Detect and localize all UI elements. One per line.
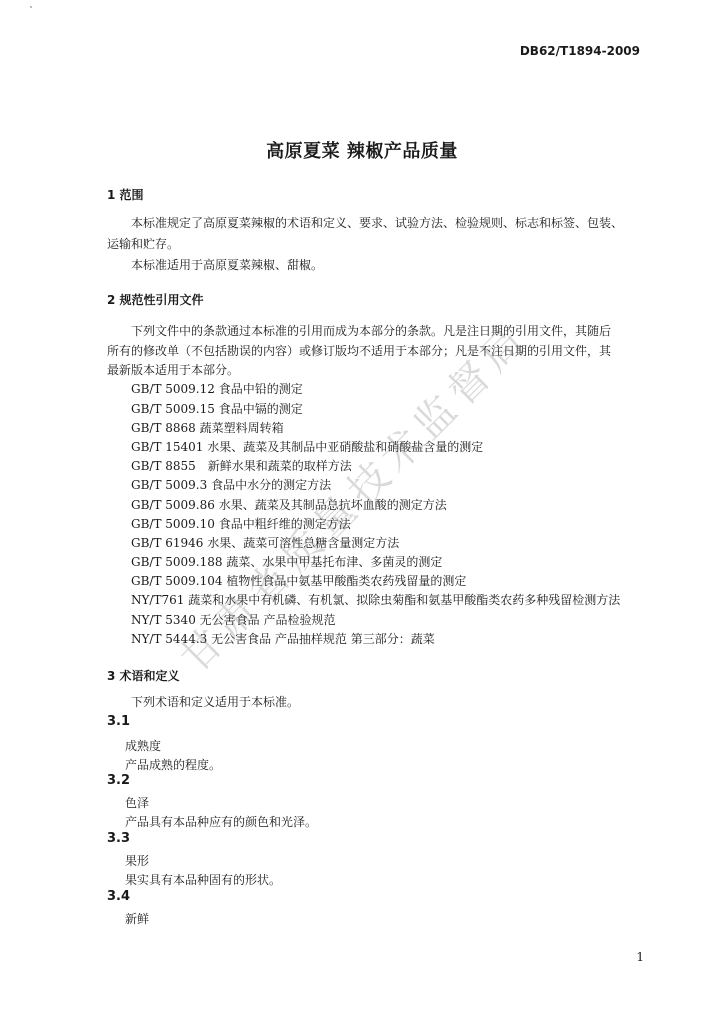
section-2-heading: 2 规范性引用文件	[107, 293, 204, 307]
document-title: 高原夏菜 辣椒产品质量	[266, 141, 458, 162]
section-2-intro-2: 所有的修改单（不包括勘误的内容）或修订版均不适用于本部分；凡是不注日期的引用文件，其	[107, 344, 612, 358]
scan-speck	[30, 6, 32, 8]
term-definition: 果实具有本品种固有的形状。	[125, 873, 282, 887]
watermark-char: 省	[239, 553, 300, 615]
reference-item: GB/T 5009.12 食品中铅的测定	[131, 382, 303, 396]
reference-item: GB/T 61946 水果、蔬菜可溶性总糖含量测定方法	[131, 536, 400, 550]
watermark-char: 量	[305, 487, 366, 549]
watermark-char: 监	[405, 387, 466, 449]
reference-item: GB/T 15401 水果、蔬菜及其制品中亚硝酸盐和硝酸盐含量的测定	[131, 440, 484, 454]
term-name: 新鲜	[125, 912, 150, 926]
section-3-intro: 下列术语和定义适用于本标准。	[131, 695, 300, 709]
reference-item: GB/T 5009.104 植物性食品中氨基甲酸酯类农药残留量的测定	[131, 574, 467, 588]
watermark-char: 技	[339, 453, 400, 515]
reference-item: GB/T 8868 蔬菜塑料周转箱	[131, 421, 284, 435]
term-number: 3.3	[107, 831, 131, 846]
watermark-char: 局	[472, 320, 533, 382]
term-number: 3.1	[107, 714, 131, 729]
watermark-char: 甘	[172, 620, 233, 682]
standard-number: DB62/T1894-2009	[519, 44, 640, 58]
section-1-paragraph-2: 本标准适用于高原夏菜辣椒、甜椒。	[131, 258, 324, 272]
section-1-heading: 1 范围	[107, 188, 144, 202]
reference-item: GB/T 5009.86 水果、蔬菜及其制品总抗坏血酸的测定方法	[131, 498, 447, 512]
reference-item: NY/T 5444.3 无公害食品 产品抽样规范 第三部分：蔬菜	[131, 632, 435, 646]
reference-item: GB/T 5009.10 食品中粗纤维的测定方法	[131, 517, 351, 531]
watermark-char: 督	[439, 353, 500, 415]
watermark-char: 术	[372, 420, 433, 482]
reference-item: NY/T761 蔬菜和水果中有机磷、有机氯、拟除虫菊酯和氨基甲酸酯类农药多种残留检测方法	[131, 593, 621, 607]
reference-item: GB/T 5009.15 食品中镉的测定	[131, 402, 303, 416]
reference-item: GB/T 8855 新鲜水果和蔬菜的取样方法	[131, 459, 352, 473]
watermark-char: 肃	[205, 587, 266, 649]
watermark-char: 质	[272, 520, 333, 582]
reference-item: GB/T 5009.188 蔬菜、水果中甲基托布津、多菌灵的测定	[131, 555, 443, 569]
term-definition: 产品成熟的程度。	[125, 758, 222, 772]
term-number: 3.4	[107, 889, 131, 904]
section-1-paragraph-1a: 本标准规定了高原夏菜辣椒的术语和定义、要求、试验方法、检验规则、标志和标签、包装、	[131, 216, 624, 230]
section-2-intro-3: 最新版本适用于本部分。	[107, 363, 240, 377]
reference-item: GB/T 5009.3 食品中水分的测定方法	[131, 478, 332, 492]
reference-item: NY/T 5340 无公害食品 产品检验规范	[131, 613, 336, 627]
term-number: 3.2	[107, 773, 131, 788]
term-definition: 产品具有本品种应有的颜色和光泽。	[125, 815, 318, 829]
section-3-heading: 3 术语和定义	[107, 669, 180, 683]
page-number: 1	[636, 950, 644, 964]
section-1-paragraph-1b: 运输和贮存。	[107, 237, 180, 251]
term-name: 成熟度	[125, 739, 162, 753]
section-2-intro-1: 下列文件中的条款通过本标准的引用而成为本部分的条款。凡是注日期的引用文件，其随后	[131, 324, 612, 338]
term-name: 色泽	[125, 796, 150, 810]
term-name: 果形	[125, 854, 150, 868]
